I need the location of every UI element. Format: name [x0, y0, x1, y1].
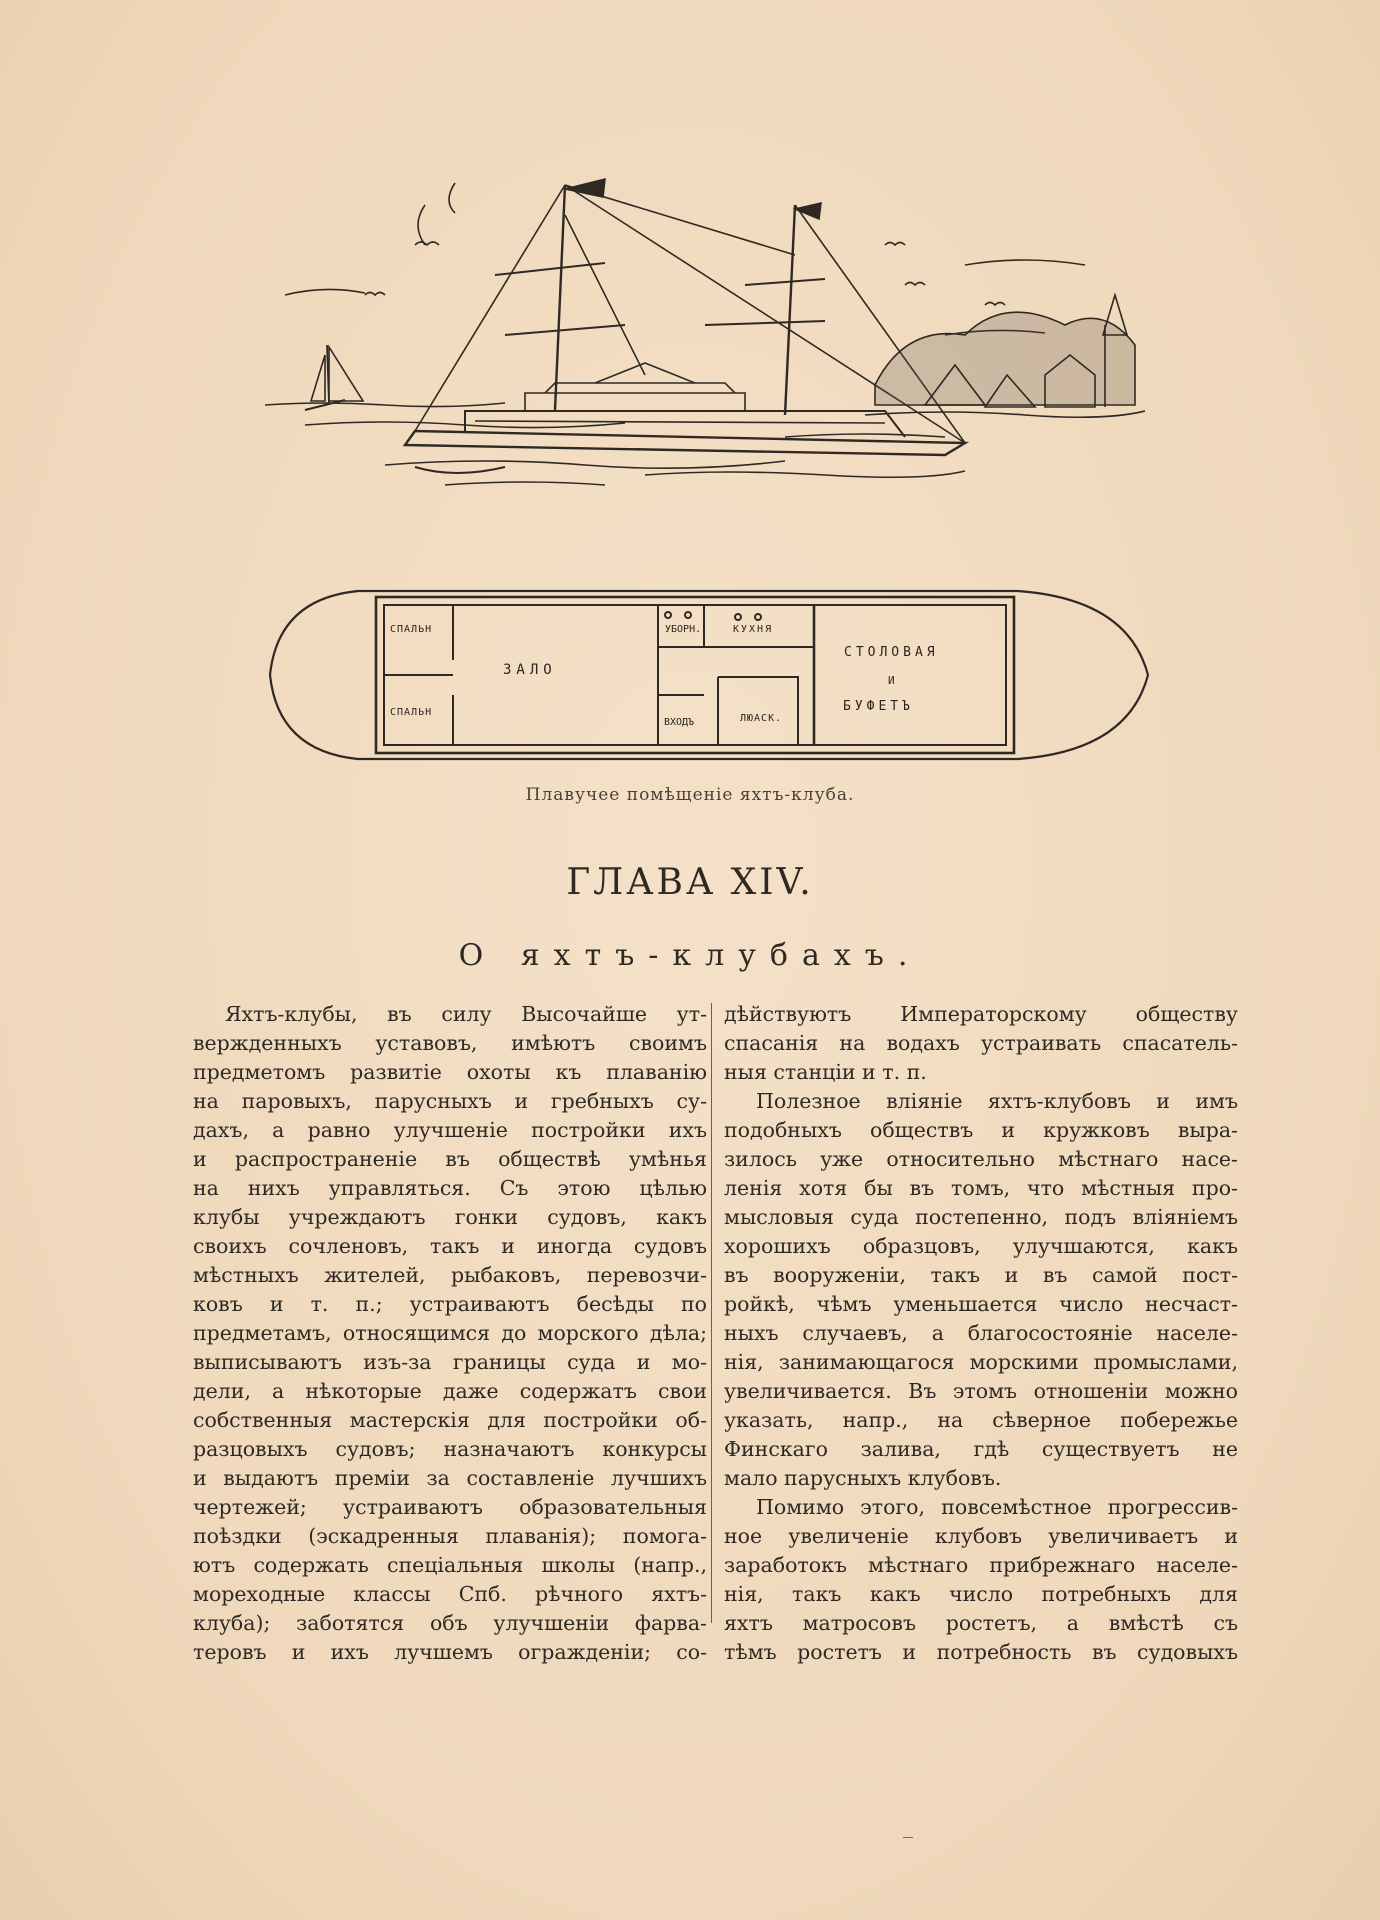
plan-label-dining: СТОЛОВАЯ	[844, 645, 939, 660]
text-line: клуба); заботятся объ улучшеніи фарва-	[193, 1611, 707, 1635]
text-line: разцовыхъ судовъ; назначаютъ конкурсы	[193, 1437, 707, 1461]
text-line: мѣстныхъ жителей, рыбаковъ, перевозчи-	[193, 1263, 707, 1287]
plan-label-hatch: ЛЮАСК.	[740, 713, 783, 724]
text-line: ковъ и т. п.; устраиваютъ бесѣды по	[193, 1292, 707, 1316]
text-line: клубы учреждаютъ гонки судовъ, какъ	[193, 1205, 707, 1229]
plan-label-buffet: БУФЕТЪ	[843, 699, 914, 714]
floor-plan-diagram	[268, 585, 1158, 765]
text-line: ленія хотя бы въ томъ, что мѣстныя про-	[724, 1176, 1238, 1200]
text-line: предметамъ, относящимся до морского дѣла;	[193, 1321, 707, 1345]
text-line: на нихъ управляться. Съ этою цѣлью	[193, 1176, 707, 1200]
text-line: спасанія на водахъ устраивать спасатель-	[724, 1031, 1238, 1055]
chapter-heading: ГЛАВА XIV.	[566, 862, 814, 903]
text-line: заработокъ мѣстнаго прибрежнаго населе-	[724, 1553, 1238, 1577]
text-line: мало парусныхъ клубовъ.	[724, 1466, 1002, 1490]
text-line: ное увеличеніе клубовъ увеличиваетъ и	[724, 1524, 1238, 1548]
text-line: теровъ и ихъ лучшемъ огражденіи; со-	[193, 1640, 707, 1664]
text-line: дахъ, а равно улучшеніе постройки ихъ	[193, 1118, 707, 1142]
text-line: ройкѣ, чѣмъ уменьшается число несчаст-	[724, 1292, 1238, 1316]
text-line: собственныя мастерскія для постройки об-	[193, 1408, 707, 1432]
page-mark	[903, 1837, 913, 1838]
yacht-club-ship-illustration	[265, 175, 1145, 535]
plan-label-and: И	[888, 674, 895, 687]
text-line: и распространеніе въ обществѣ умѣнья	[193, 1147, 707, 1171]
text-line: ныхъ случаевъ, а благосостояніе населе-	[724, 1321, 1238, 1345]
text-line: на паровыхъ, парусныхъ и гребныхъ су-	[193, 1089, 707, 1113]
text-line: чертежей; устраиваютъ образовательныя	[193, 1495, 707, 1519]
text-line: увеличивается. Въ этомъ отношеніи можно	[724, 1379, 1238, 1403]
text-line: нія, такъ какъ число потребныхъ для	[724, 1582, 1238, 1606]
text-line: и выдаютъ преміи за составленіе лучшихъ	[193, 1466, 707, 1490]
text-line: ютъ содержать спеціальныя школы (напр.,	[193, 1553, 707, 1577]
text-line: выписываютъ изъ-за границы суда и мо-	[193, 1350, 707, 1374]
text-line: дели, а нѣкоторые даже содержатъ свои	[193, 1379, 707, 1403]
chapter-title: О яхтъ-клубахъ.	[458, 938, 922, 973]
text-line: Помимо этого, повсемѣстное прогрессив-	[756, 1495, 1238, 1519]
plan-label-kitchen: КУХНЯ	[733, 624, 774, 635]
text-line: зилось уже относительно мѣстнаго насе-	[724, 1147, 1238, 1171]
column-divider	[711, 1003, 712, 1623]
figure-caption: Плавучее помѣщеніе яхтъ-клуба.	[525, 785, 855, 805]
plan-label-entrance: ВХОДЪ	[664, 717, 695, 728]
plan-label-hall: ЗАЛО	[503, 662, 557, 678]
text-line: яхтъ матросовъ ростетъ, а вмѣстѣ съ	[724, 1611, 1238, 1635]
plan-label-toilet: УБОРН.	[665, 624, 702, 635]
text-line: указать, напр., на сѣверное побережье	[724, 1408, 1238, 1432]
text-line: мысловыя суда постепенно, подъ вліяніемъ	[724, 1205, 1238, 1229]
text-line: Яхтъ-клубы, въ силу Высочайше ут-	[225, 1002, 707, 1026]
text-line: Финскаго залива, гдѣ существуетъ не	[724, 1437, 1238, 1461]
text-line: тѣмъ ростетъ и потребность въ судовыхъ	[724, 1640, 1238, 1664]
text-line: своихъ сочленовъ, такъ и иногда судовъ	[193, 1234, 707, 1258]
right-text-column	[724, 1000, 1238, 1667]
text-line: подобныхъ обществъ и кружковъ выра-	[724, 1118, 1238, 1142]
text-line: въ вооруженіи, такъ и въ самой пост-	[724, 1263, 1238, 1287]
text-line: дѣйствуютъ Императорскому обществу	[724, 1002, 1238, 1026]
text-line: мореходные классы Спб. рѣчного яхтъ-	[193, 1582, 707, 1606]
text-line: хорошихъ образцовъ, улучшаются, какъ	[724, 1234, 1238, 1258]
text-line: поѣздки (эскадренныя плаванія); помога-	[193, 1524, 707, 1548]
text-line: Полезное вліяніе яхтъ-клубовъ и имъ	[756, 1089, 1238, 1113]
left-text-column	[193, 1000, 707, 1667]
text-line: нія, занимающагося морскими промыслами,	[724, 1350, 1238, 1374]
text-line: вержденныхъ уставовъ, имѣютъ своимъ	[193, 1031, 707, 1055]
plan-label-bedroom-top: СПАЛЬН	[390, 624, 433, 635]
plan-label-bedroom-bottom: СПАЛЬН	[390, 707, 433, 718]
text-line: ныя станціи и т. п.	[724, 1060, 927, 1084]
text-line: предметомъ развитіе охоты къ плаванію	[193, 1060, 707, 1084]
